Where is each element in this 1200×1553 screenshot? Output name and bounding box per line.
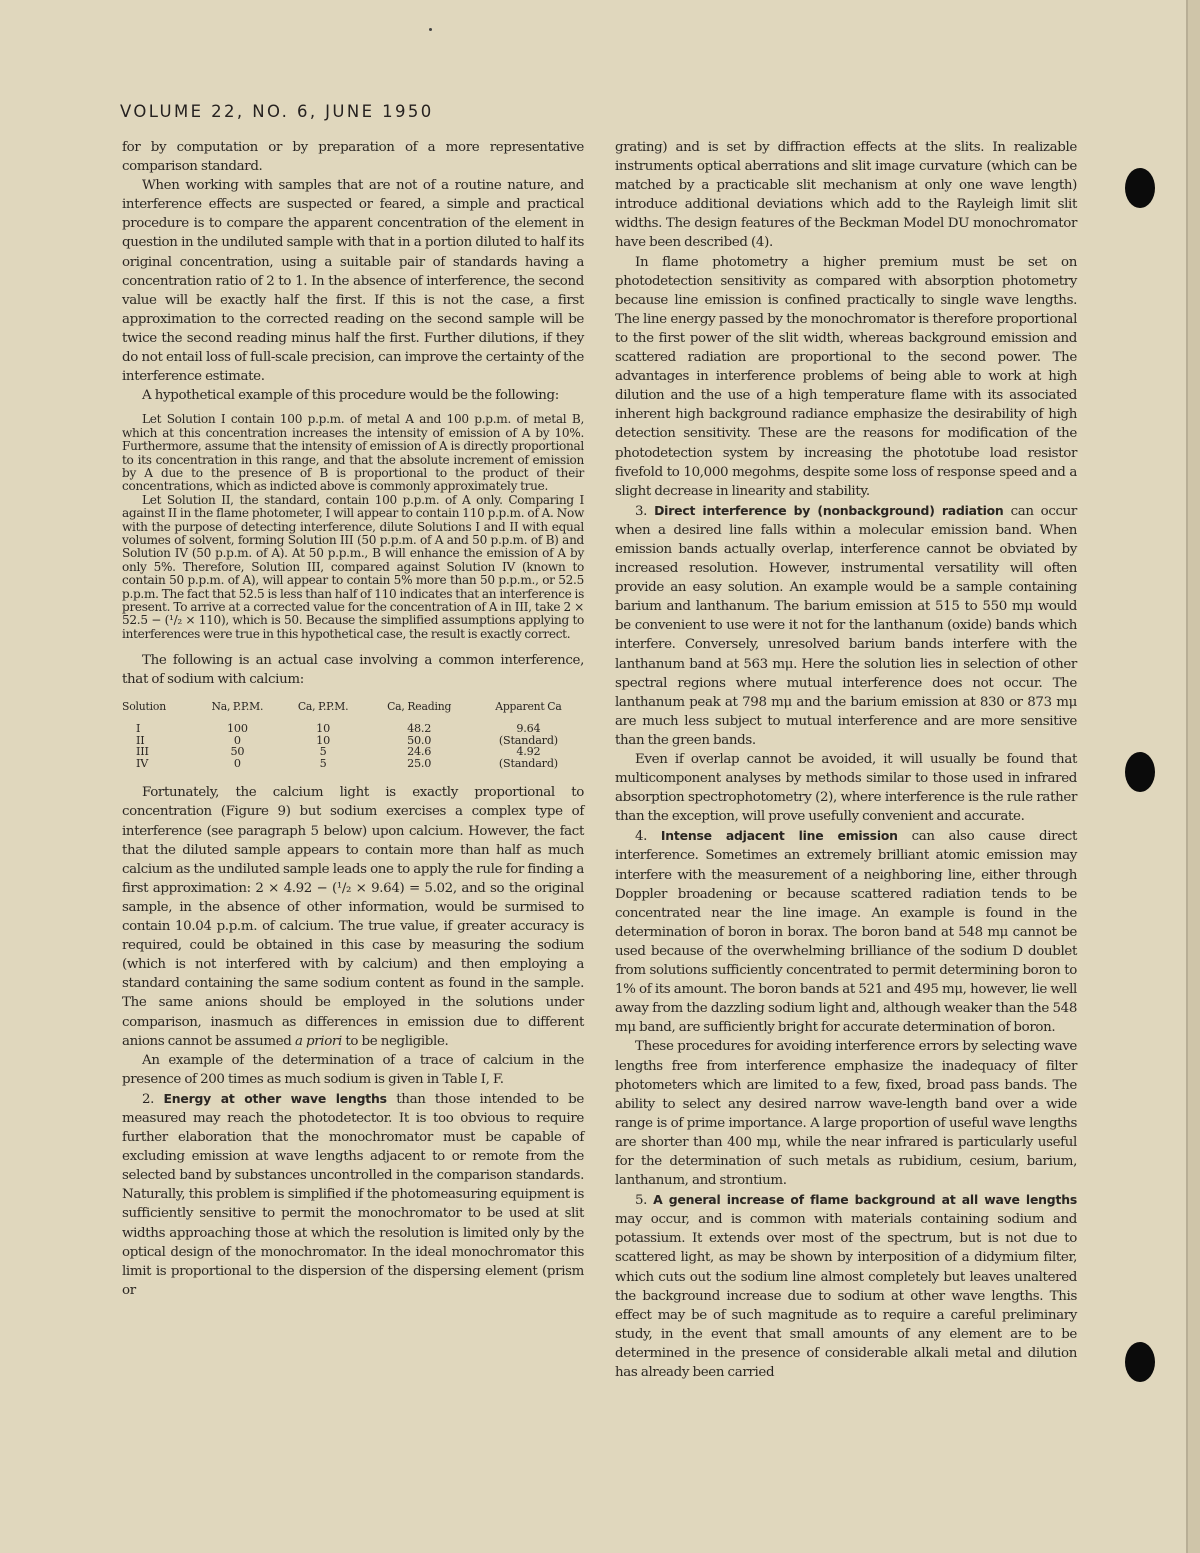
item-number: 3. [635, 503, 648, 519]
table-header: Ca, Reading [387, 700, 452, 714]
table-row [122, 735, 584, 747]
binder-strip [1188, 0, 1200, 1553]
table-cell: 10 [316, 722, 331, 735]
paragraph [615, 501, 1077, 750]
table-cell: II [136, 733, 145, 747]
table-cell: 9.64 [516, 722, 541, 735]
table-cell: I [136, 722, 141, 735]
paragraph: grating) and is set by diffraction effects at the slits. In realizable instruments optical aberrations and slit image curvature (which can be matched by a practicable slit mechanism at only one wave length) introduce additional deviations which add to the Rayleigh limit slit widths. The design features of the Beckman Model DU monochromator have been described (4). [615, 140, 1077, 251]
sodium-calcium-table [122, 701, 584, 769]
punch-hole-bottom [1125, 1342, 1155, 1382]
table-cell: 10 [316, 733, 331, 747]
item-number: 5. [635, 1193, 648, 1209]
table-header-row [122, 701, 584, 723]
paragraph [122, 1089, 584, 1300]
hypothetical-example [122, 413, 584, 641]
running-head: VOLUME 22, NO. 6, JUNE 1950 [120, 102, 434, 121]
text: can occur when a desired line falls within a molecular emission band. When emission bands actually overlap, interference cannot be obviated by increased resolution. However, instrumental versatility will often provide an easy solution. An example would be a sample containing barium and lanthanum. The barium emission at 515 to 550 mμ would be convenient to use were it not for the lanthanum (oxide) bands which interfere. Conversely, unresolved barium bands interfere with the lanthanum band at 563 mμ. Here the solution lies in selection of other spectral regions where mutual interference does not occur. The lanthanum peak at 798 mμ and the barium emission at 830 or 873 mμ are much less subject to mutual interference and are more sensitive than the green bands. [615, 503, 1077, 748]
table-cell: 25.0 [407, 756, 432, 770]
paragraph [615, 1190, 1077, 1382]
paragraph [615, 826, 1077, 1037]
table-row [122, 723, 584, 735]
example-paragraph: Let Solution I contain 100 p.p.m. of metal A and 100 p.p.m. of metal B, which at this concentration increases the intensity of emission of A by 10%. Furthermore, assume that the intensity of emission of A is directly proportional to its concentration in this range, and that the absolute increment of emission by A due to the presence of B is proportional to the product of their concentrations, which as indicted above is commonly approximately true. [122, 412, 584, 494]
table-row [122, 758, 584, 770]
table-cell: 50 [230, 745, 245, 759]
table-cell: 5 [319, 756, 327, 770]
table-cell: 4.92 [516, 745, 541, 759]
table-cell: III [136, 745, 149, 759]
paragraph: A hypothetical example of this procedure would be the following: [142, 388, 559, 404]
table-cell: 5 [319, 745, 327, 759]
item-number: 2. [142, 1091, 155, 1107]
run-in-heading: Intense adjacent line emission [660, 828, 898, 844]
paragraph: In flame photometry a higher premium must be set on photodetection sensitivity as compared with absorption photometry because line emission is confined practically to single wave lengths. The line energy passed by the monochromator is therefore proportional to the first power of the slit width, whereas background emission and scattered radiation are proportional to the second power. The advantages in interference problems of being able to work at high dilution and the use of a high temperature flame with its associated inherent high background radiance emphasize the desirability of high detection sensitivity. These are the reasons for modification of the photodetection system by increasing the phototube load resistor fivefold to 10,000 megohms, despite some loss of response speed and a slight decrease in linearity and stability. [615, 254, 1077, 499]
text: can also cause direct interference. Sometimes an extremely brilliant atomic emission may interfere with the measurement of a neighboring line, either through Doppler broadening or because scattered radiation tends to be concentrated near the line image. An example is found in the determination of boron in borax. The boron band at 548 mμ cannot be used because of the overwhelming brilliance of the sodium D doublet from solutions sufficiently concentrated to permit determining boron to 1% of its amount. The boron bands at 521 and 495 mμ, however, lie well away from the dazzling sodium light and, although weaker than the 548 mμ band, are sufficiently bright for accurate determination of boron. [615, 829, 1077, 1036]
text: Fortunately, the calcium light is exactly proportional to concentration (Figure 9) but sodium exercises a complex type of interference (see paragraph 5 below) upon calcium. However, the fact that the diluted sample appears to contain more than half as much calcium as the undiluted sample leads one to apply the rule for finding a first approximation: 2 × 4.92 − (¹/₂ × 9.64) = 5.02, and so the original sample, in the absence of other information, would be surmised to contain 10.04 p.p.m. of calcium. The true value, if greater accuracy is required, could be obtained in this case by measuring the sodium (which is not interfered with by calcium) and then employing a standard containing the same sodium content as found in the sample. The same anions should be employed in the solutions under comparison, inasmuch as differences in emission due to different anions cannot be assumed [122, 785, 584, 1049]
paragraph: for by computation or by preparation of a more representative comparison standard. [122, 140, 584, 175]
table-cell: (Standard) [498, 733, 558, 747]
text: may occur, and is common with materials containing sodium and potassium. It extends over most of the spectrum, but is not due to scattered light, as may be shown by interposition of a didymium filter, which cuts out the sodium line almost completely but leaves unaltered the background increase due to sodium at other wave lengths. This effect may be of such magnitude as to require a careful preliminary study, in the event that small amounts of any element are to be determined in the presence of considerable alkali metal and dilution has already been carried [615, 1212, 1077, 1380]
table-cell: IV [136, 756, 149, 770]
paragraph: When working with samples that are not of a routine nature, and interference effects are suspected or feared, a simple and practical procedure is to compare the apparent concentration of the element in question in the undiluted sample with that in a portion diluted to half its original concentration, using a suitable pair of standards having a concentration ratio of 2 to 1. In the absence of interference, the second value will be exactly half the first. If this is not the case, a first approximation to the corrected reading on the second sample will be twice the second reading minus half the first. Further dilutions, if they do not entail loss of full-scale precision, can improve the certainty of the interference estimate. [122, 178, 584, 385]
table-cell: (Standard) [498, 756, 558, 770]
paragraph: These procedures for avoiding interference errors by selecting wave lengths free from interference emphasize the inadequacy of filter photometers which are limited to a few, fixed, broad pass bands. The ability to select any desired narrow wave-length band over a wide range is of prime importance. A large proportion of useful wave lengths are shorter than 400 mμ, while the near infrared is particularly useful for the determination of such metals as rubidium, cesium, barium, lanthanum, and strontium. [615, 1039, 1077, 1189]
speck [429, 28, 432, 31]
left-column [122, 138, 584, 1300]
run-in-heading: Energy at other wave lengths [163, 1090, 387, 1106]
paragraph: An example of the determination of a trace of calcium in the presence of 200 times as much sodium is given in Table I, F. [122, 1052, 584, 1087]
text: to be negligible. [345, 1033, 449, 1049]
punch-hole-top [1125, 168, 1155, 208]
table-header: Apparent Ca [495, 700, 562, 714]
table-header: Na, P.P.M. [211, 700, 264, 714]
table-cell: 0 [233, 733, 241, 747]
punch-hole-middle [1125, 752, 1155, 792]
example-paragraph: Let Solution II, the standard, contain 100 p.p.m. of A only. Comparing I against II in the flame photometer, I will appear to contain 110 p.p.m. of A. Now with the purpose of detecting interference, dilute Solutions I and II with equal volumes of solvent, forming Solution III (50 p.p.m. of A and 50 p.p.m. of B) and Solution IV (50 p.p.m. of A). At 50 p.p.m., B will enhance the emission of A by only 5%. Therefore, Solution III, compared against Solution IV (known to contain 50 p.p.m. of A), will appear to contain 5% more than 50 p.p.m., or 52.5 p.p.m. The fact that 52.5 is less than half of 110 indicates that an interference is present. To arrive at a corrected value for the concentration of A in III, take 2 × 52.5 − (¹/₂ × 110), which is 50. Because the simplified assumptions applying to interferences were true in this hypothetical case, the result is exactly correct. [122, 492, 584, 641]
table-cell: 0 [233, 756, 241, 770]
run-in-heading: A general increase of flame background at all wave lengths [653, 1192, 1077, 1208]
table-cell: 100 [226, 722, 248, 735]
item-number: 4. [635, 829, 648, 845]
table-header: Solution [122, 700, 166, 714]
paragraph [122, 783, 584, 1050]
paragraph: The following is an actual case involving a common interference, that of sodium with calcium: [122, 653, 584, 688]
italic-text: a priori [294, 1033, 342, 1049]
table-cell: 24.6 [407, 745, 432, 759]
table-cell: 50.0 [407, 733, 432, 747]
table-cell: 48.2 [407, 722, 432, 735]
paragraph: Even if overlap cannot be avoided, it will usually be found that multicomponent analyses by methods similar to those used in infrared absorption spectrophotometry (2), where interference is the rule rather than the exception, will prove usefully convenient and accurate. [615, 752, 1077, 825]
right-column [615, 138, 1077, 1382]
run-in-heading: Direct interference by (nonbackground) radiation [654, 502, 1004, 518]
text: than those intended to be measured may reach the photodetector. It is too obvious to require further elaboration that the monochromator must be capable of excluding emission at wave lengths adjacent to or remote from the selected band by substances uncontrolled in the comparison standards. Naturally, this problem is simplified if the photomeasuring equipment is sufficiently sensitive to permit the monochromator to be used at slit widths approaching those at which the resolution is limited only by the optical design of the monochromator. In the ideal monochromator this limit is proportional to the dispersion of the dispersing element (prism or [122, 1091, 584, 1298]
table-header: Ca, P.P.M. [297, 700, 349, 714]
